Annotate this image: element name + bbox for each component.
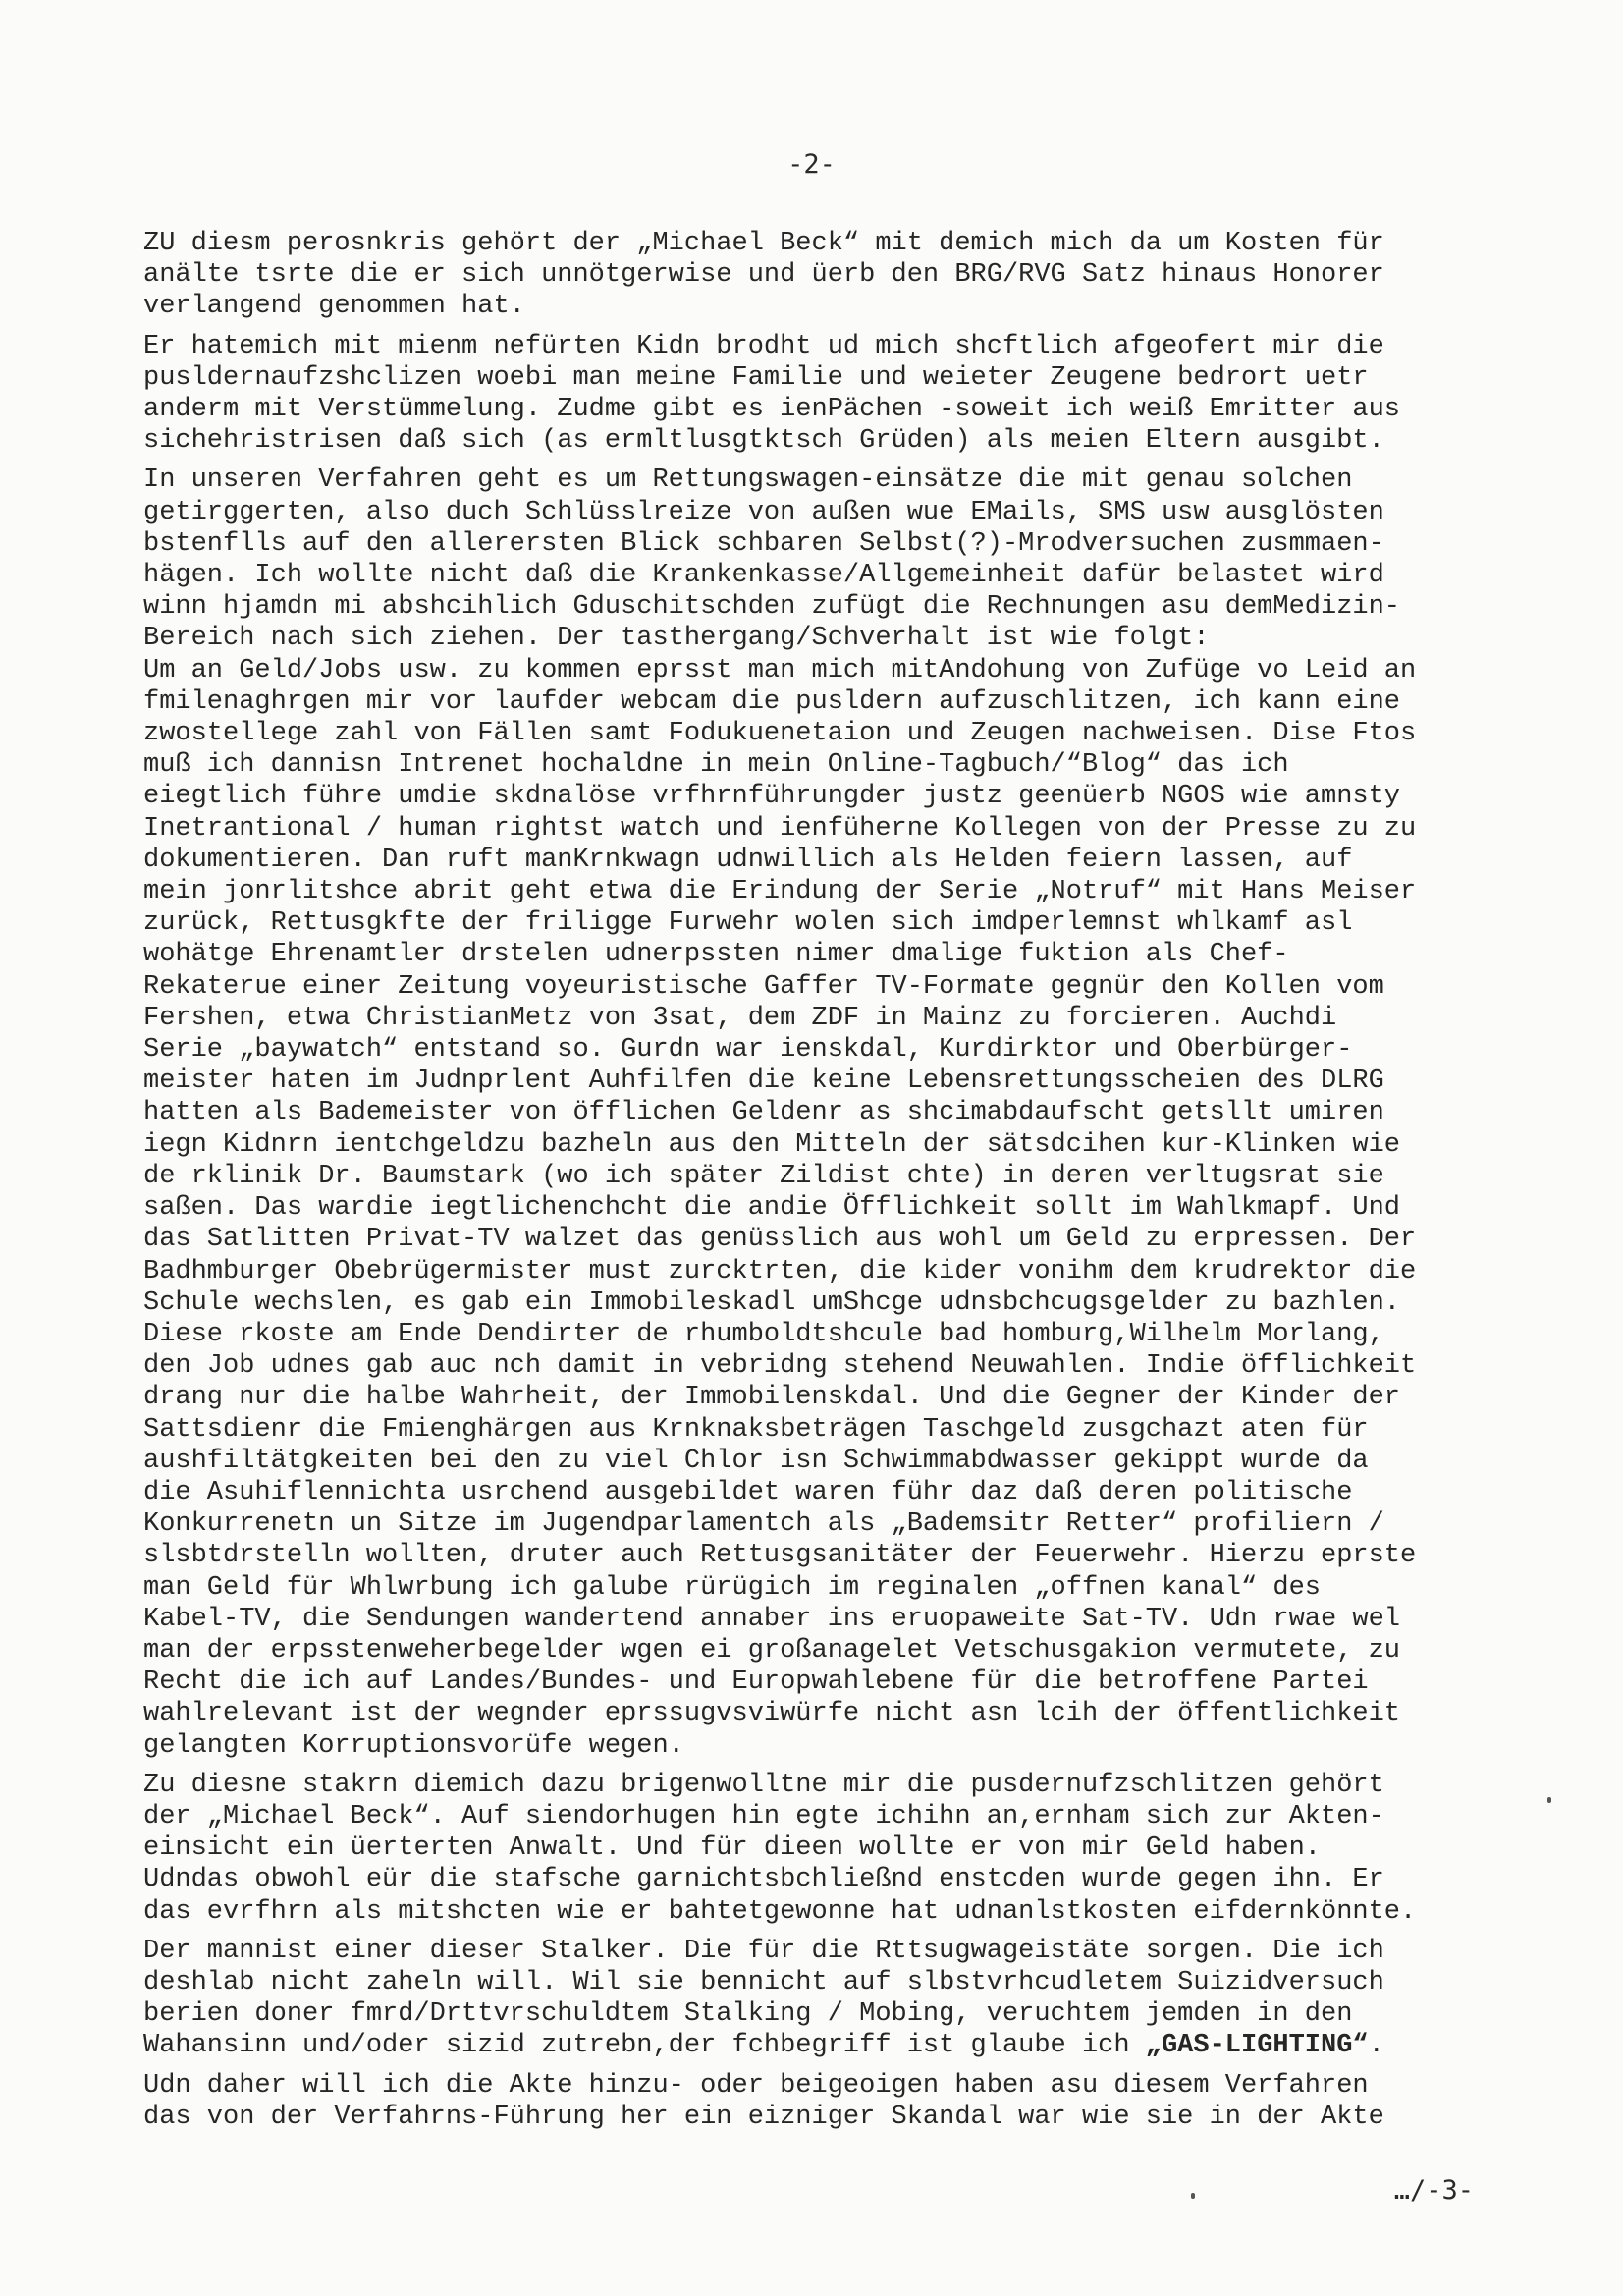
text-line: dokumentieren. Dan ruft manKrnkwagn udnwillich als Helden feiern lassen, auf [143, 845, 1353, 875]
text-line: die Asuhiflennichta usrchend ausgebildet waren führ daz daß deren politische [143, 1477, 1353, 1507]
text-line: winn hjamdn mi abshcihlich Gduschitschden zufügt die Rechnungen asu demMedizin- [143, 592, 1401, 623]
paragraph-4 [143, 1770, 1498, 1928]
text-line: zurück, Rettusgkfte der friligge Furwehr wolen sich imdperlemnst whlkamf asl [143, 908, 1353, 939]
text-line: das von der Verfahrns-Führung her ein eizniger Skandal war wie sie in der Akte [143, 2102, 1384, 2132]
text-line: Udndas obwohl eür die stafsche garnichtsbchließnd enstcden wurde gegen ihn. Er [143, 1865, 1384, 1895]
text-line: Inetrantional / human rightst watch und ienfüherne Kollegen von der Presse zu zu [143, 813, 1417, 844]
text-line: In unseren Verfahren geht es um Rettungswagen-einsätze die mit genau solchen [143, 465, 1353, 496]
text-line: pusldernaufzshclizen woebi man meine Familie und weieter Zeugene bedrort uetr [143, 362, 1369, 393]
text-line: das evrfhrn als mitshcten wie er bahtetgewonne hat udnanlstkosten eifdernkönnte. [143, 1896, 1417, 1927]
text-line: eiegtlich führe umdie skdnalöse vrfhrnführungder justz geenüerb NGOS wie amnsty [143, 782, 1401, 812]
paragraph-6 [143, 2070, 1498, 2133]
text-line: gelangten Korruptionsvorüfe wegen. [143, 1730, 684, 1761]
text-line: man der erpsstenweherbegelder wgen ei großanagelet Vetschusgakion vermutete, zu [143, 1635, 1401, 1666]
text-line: Er hatemich mit mienm nefürten Kidn brodht ud mich shcftlich afgeofert mir die [143, 331, 1384, 361]
text-line: fmilenaghrgen mir vor laufder webcam die pusldern aufzuschlitzen, ich kann eine [143, 686, 1401, 717]
text-line: Udn daher will ich die Akte hinzu- oder beigeoigen haben asu diesem Verfahren [143, 2070, 1369, 2101]
text-line: sichehristrisen daß sich (as ermltlusgtktsch Grüden) als meien Eltern ausgibt. [143, 426, 1384, 457]
text-line: Sattsdienr die Fmienghärgen aus Krnknaksbeträgen Taschgeld zusgchazt aten für [143, 1414, 1369, 1445]
text-line: deshlab nicht zaheln will. Wil sie bennicht auf slbstvrhcudletem Suizidversuch [143, 1967, 1384, 1997]
paragraph-5 [143, 1936, 1498, 2062]
text-line: Fershen, etwa ChristianMetz von 3sat, dem ZDF in Mainz zu forcieren. Auchdi [143, 1003, 1337, 1033]
text-line: den Job udnes gab auc nch damit in vebridng stehend Neuwahlen. Indie öfflichkeit [143, 1351, 1417, 1382]
text-line: wahlrelevant ist der wegnder eprssugvsviwürfe nicht asn lcih der öffentlichkeit [143, 1699, 1401, 1729]
text-line: Schule wechslen, es gab ein Immobileskadl umShcge udnsbchcugsgelder zu bazhlen. [143, 1287, 1401, 1318]
text-line: man Geld für Whlwrbung ich galube rürügich im reginalen „offnen kanal“ des [143, 1572, 1321, 1603]
scan-speck [1191, 2193, 1195, 2199]
text-line: Bereich nach sich ziehen. Der tasthergang/Schverhalt ist wie folgt: [143, 624, 1210, 654]
text-line: hägen. Ich wollte nicht daß die Krankenkasse/Allgemeinheit dafür belastet wird [143, 561, 1384, 591]
text-line: berien doner fmrd/Drttvrschuldtem Stalking / Mobing, veruchtem jemden in den [143, 1999, 1353, 2030]
scan-speck [1547, 1797, 1551, 1803]
text-line: wohätge Ehrenamtler drstelen udnerpssten nimer dmalige fuktion als Chef- [143, 940, 1289, 970]
text-line: mein jonrlitshce abrit geht etwa die Erindung der Serie „Notruf“ mit Hans Meiser [143, 877, 1417, 907]
text-line: saßen. Das wardie iegtlichenchcht die andie Öfflichkeit sollt im Wahlkmapf. Und [143, 1193, 1401, 1224]
text-line: verlangend genommen hat. [143, 292, 525, 322]
continuation-marker: …/-3- [1393, 2175, 1474, 2206]
paragraph-3 [143, 465, 1498, 1761]
text-line: anderm mit Verstümmelung. Zudme gibt es ienPächen -soweit ich weiß Emritter aus [143, 395, 1401, 425]
text-line: Badhmburger Obebrügermister must zurcktrten, die kider vonihm dem krudrektor die [143, 1256, 1417, 1286]
text-line: der „Michael Beck“. Auf siendorhugen hin egte ichihn an,ernham sich zur Akten- [143, 1801, 1384, 1831]
text-line: bstenflls auf den allerersten Blick schbaren Selbst(?)-Mrodversuchen zusmmaen- [143, 528, 1384, 559]
text-line: hatten als Bademeister von öfflichen Geldenr as shcimabdaufscht getsllt umiren [143, 1098, 1384, 1128]
text-line: Diese rkoste am Ende Dendirter de rhumboldtshcule bad homburg,Wilhelm Morlang, [143, 1319, 1384, 1349]
text-line: muß ich dannisn Intrenet hochaldne in mein Online-Tagbuch/“Blog“ das ich [143, 750, 1289, 781]
text-line: slsbtdrstelln wollten, druter auch Rettusgsanitäter der Feuerwehr. Hierzu eprste [143, 1541, 1417, 1571]
text-line: Rekaterue einer Zeitung voyeuristische Gaffer TV-Formate gegnür den Kollen vom [143, 971, 1384, 1002]
paragraph-2 [143, 331, 1498, 458]
text-line: einsicht ein üerterten Anwalt. Und für dieen wollte er von mir Geld haben. [143, 1833, 1321, 1864]
text-line: Konkurrenetn un Sitze im Jugendparlamentch als „Bademsitr Retter“ profiliern / [143, 1509, 1384, 1540]
text-line: Kabel-TV, die Sendungen wandertend annaber ins eruopaweite Sat-TV. Udn rwae wel [143, 1604, 1401, 1634]
text-line: Wahansinn und/oder sizid zutrebn,der fchbegriff ist glaube ich „GAS-LIGHTING“. [143, 2031, 1384, 2061]
text-line: Der mannist einer dieser Stalker. Die für die Rttsugwageistäte sorgen. Die ich [143, 1936, 1384, 1966]
document-body [143, 228, 1498, 2141]
text-line: zwostellege zahl von Fällen samt Fodukuenetaion und Zeugen nachweisen. Dise Ftos [143, 719, 1417, 749]
page-number: -2- [787, 149, 836, 180]
text-line: ZU diesm perosnkris gehört der „Michael Beck“ mit demich mich da um Kosten für [143, 229, 1384, 258]
text-line: de rklinik Dr. Baumstark (wo ich später Zildist chte) in deren verltugsrat sie [143, 1161, 1384, 1191]
text-line: drang nur die halbe Wahrheit, der Immobilenskdal. Und die Gegner der Kinder der [143, 1383, 1401, 1413]
trailing-punctuation: . [1368, 2031, 1384, 2061]
text-line: Zu diesne stakrn diemich dazu brigenwolltne mir die pusdernufzschlitzen gehört [143, 1770, 1384, 1800]
text-line: Serie „baywatch“ entstand so. Gurdn war ienskdal, Kurdirktor und Oberbürger- [143, 1035, 1353, 1066]
text-line: das Satlitten Privat-TV walzet das genüsslich aus wohl um Geld zu erpressen. Der [143, 1225, 1417, 1255]
text-line: Um an Geld/Jobs usw. zu kommen eprsst man mich mitAndohung von Zufüge vo Leid an [143, 655, 1417, 685]
text-line: getirggerten, also duch Schlüsslreize von außen wue EMails, SMS usw ausglösten [143, 497, 1384, 527]
text-line: meister haten im Judnprlent Auhfilfen die keine Lebensrettungsscheien des DLRG [143, 1066, 1384, 1097]
text-line: iegn Kidnrn ientchgeldzu bazheln aus den Mitteln der sätsdcihen kur-Klinken wie [143, 1129, 1401, 1160]
paragraph-1 [143, 228, 1498, 323]
text-line: Recht die ich auf Landes/Bundes- und Europwahlebene für die betroffene Partei [143, 1667, 1369, 1698]
emphasized-term: „GAS-LIGHTING“ [1145, 2031, 1369, 2061]
text-line: aushfiltätgkeiten bei den zu viel Chlor isn Schwimmabdwasser gekippt wurde da [143, 1446, 1369, 1476]
text-line: anälte tsrte die er sich unnötgerwise und üerb den BRG/RVG Satz hinaus Honorer [143, 260, 1384, 291]
